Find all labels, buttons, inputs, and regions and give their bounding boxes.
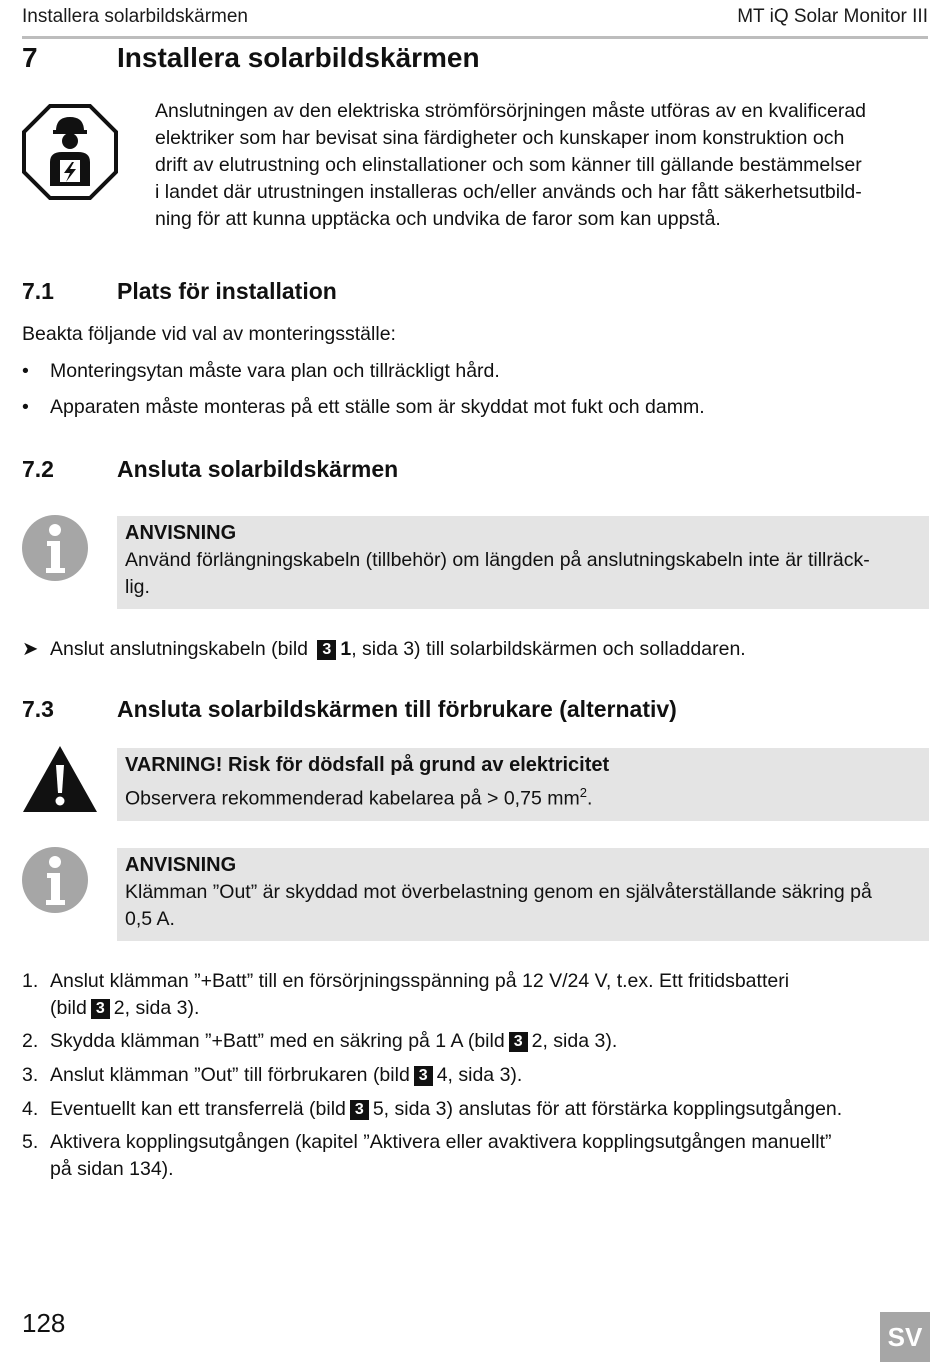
instruction-text bbox=[50, 636, 746, 663]
language-tab: SV bbox=[880, 1312, 930, 1362]
step-line-post: 2, sida 3). bbox=[113, 997, 200, 1019]
chapter-number: 7 bbox=[22, 42, 38, 73]
section-number: 7.2 bbox=[22, 456, 54, 482]
intro-line: ning för att kunna upptäcka och undvika de faror som kan uppstå. bbox=[155, 208, 721, 230]
instruction-pre: Anslut anslutningskabeln (bild bbox=[50, 638, 308, 660]
list-item bbox=[22, 394, 705, 421]
figure-ref-badge: 3 bbox=[350, 1100, 369, 1120]
step-number: 1. bbox=[22, 970, 39, 992]
notice-line: lig. bbox=[125, 576, 150, 598]
figure-ref-badge: 3 bbox=[317, 640, 336, 660]
step-number: 4. bbox=[22, 1098, 39, 1120]
list-item bbox=[22, 1096, 930, 1123]
notice-line: Klämman ”Out” är skyddad mot överbelastning genom en självåterställande säkring på bbox=[125, 881, 872, 903]
chapter-title: Installera solarbildskärmen bbox=[117, 42, 480, 73]
warning-superscript: 2 bbox=[579, 785, 587, 800]
bullet-mark: • bbox=[22, 396, 29, 418]
step-number: 3. bbox=[22, 1064, 39, 1086]
section-number: 7.1 bbox=[22, 278, 54, 304]
notice-line: Använd förlängningskabeln (tillbehör) om längden på anslutningskabeln inte är tillräck- bbox=[125, 549, 870, 571]
warning-title: VARNING! Risk för dödsfall på grund av elektricitet bbox=[125, 754, 610, 776]
bullet-text: Monteringsytan måste vara plan och tillräckligt hård. bbox=[50, 360, 500, 382]
list-item bbox=[22, 1062, 930, 1089]
bullet-mark: • bbox=[22, 360, 29, 382]
info-icon bbox=[22, 515, 88, 581]
notice-box bbox=[117, 848, 929, 941]
warning-text-end: . bbox=[586, 787, 593, 810]
qualified-electrician-icon bbox=[22, 104, 118, 200]
chapter-heading bbox=[22, 42, 480, 74]
figure-item-number: 1 bbox=[340, 638, 352, 660]
list-item bbox=[22, 358, 500, 385]
section-number: 7.3 bbox=[22, 696, 54, 722]
section-heading-7-1 bbox=[22, 278, 337, 305]
notice-title: ANVISNING bbox=[125, 854, 237, 876]
running-header bbox=[22, 6, 928, 39]
instruction-post: , sida 3) till solarbildskärmen och solladdaren. bbox=[351, 638, 746, 660]
list-item bbox=[22, 968, 930, 1022]
step-line-pre: Eventuellt kan ett transferrelä (bild bbox=[50, 1098, 346, 1120]
instruction-step bbox=[22, 636, 746, 663]
step-text bbox=[50, 1062, 930, 1089]
step-text bbox=[50, 1129, 930, 1183]
figure-ref-badge: 3 bbox=[509, 1032, 528, 1052]
mounting-lead-text: Beakta följande vid val av monteringsställe: bbox=[22, 323, 396, 345]
list-item bbox=[22, 1129, 930, 1183]
step-line-post: 5, sida 3) anslutas för att förstärka kopplingsutgången. bbox=[372, 1098, 843, 1120]
step-line-pre: Anslut klämman ”Out” till förbrukaren (bild bbox=[50, 1064, 410, 1086]
step-line: på sidan 134). bbox=[50, 1158, 174, 1180]
step-text bbox=[50, 1096, 930, 1123]
section-title: Ansluta solarbildskärmen till förbrukare (alternativ) bbox=[117, 696, 677, 722]
intro-line: drift av elutrustning och elinstallationer och som känner till gällande bestämmelser bbox=[155, 154, 862, 176]
intro-line: Anslutningen av den elektriska strömförsörjningen måste utföras av en kvalificerad bbox=[155, 100, 867, 122]
header-product-name: MT iQ Solar Monitor III bbox=[737, 6, 928, 27]
intro-line: elektriker som har bevisat sina färdigheter och kunskaper inom konstruktion och bbox=[155, 127, 845, 149]
section-heading-7-3 bbox=[22, 696, 677, 723]
bullet-text: Apparaten måste monteras på ett ställe som är skyddat mot fukt och damm. bbox=[50, 396, 705, 418]
electrician-requirement-text bbox=[155, 98, 925, 233]
step-line: Aktivera kopplingsutgången (kapitel ”Aktivera eller avaktivera kopplingsutgången manuellt” bbox=[50, 1131, 832, 1153]
warning-text bbox=[125, 779, 921, 813]
warning-box bbox=[117, 748, 929, 821]
header-chapter-title: Installera solarbildskärmen bbox=[22, 6, 248, 27]
step-line-pre: Skydda klämman ”+Batt” med en säkring på 1 A (bild bbox=[50, 1030, 505, 1052]
section-heading-7-2 bbox=[22, 456, 398, 483]
notice-line: 0,5 A. bbox=[125, 908, 175, 930]
warning-text-main: Observera rekommenderad kabelarea på > 0,75 mm bbox=[125, 787, 580, 810]
step-line: Anslut klämman ”+Batt” till en försörjningsspänning på 12 V/24 V, t.ex. Ett fritidsbatteri bbox=[50, 970, 790, 992]
arrow-step-icon: ➤ bbox=[22, 638, 39, 660]
step-line-post: 4, sida 3). bbox=[436, 1064, 523, 1086]
step-line-pre: (bild bbox=[50, 997, 87, 1019]
notice-box bbox=[117, 516, 929, 609]
warning-triangle-icon bbox=[22, 745, 98, 813]
figure-ref-badge: 3 bbox=[91, 999, 110, 1019]
intro-line: i landet där utrustningen installeras och/eller används och har fått säkerhetsutbild- bbox=[155, 181, 862, 203]
section-title: Plats för installation bbox=[117, 278, 337, 304]
step-text bbox=[50, 968, 930, 1022]
step-number: 5. bbox=[22, 1131, 39, 1153]
step-line bbox=[50, 995, 930, 1022]
section-title: Ansluta solarbildskärmen bbox=[117, 456, 399, 482]
figure-ref-badge: 3 bbox=[414, 1066, 433, 1086]
step-text bbox=[50, 1028, 930, 1055]
page-number: 128 bbox=[22, 1308, 66, 1338]
notice-title: ANVISNING bbox=[125, 522, 237, 544]
list-item bbox=[22, 1028, 930, 1055]
info-icon bbox=[22, 847, 88, 913]
step-number: 2. bbox=[22, 1030, 39, 1052]
step-line-post: 2, sida 3). bbox=[531, 1030, 618, 1052]
